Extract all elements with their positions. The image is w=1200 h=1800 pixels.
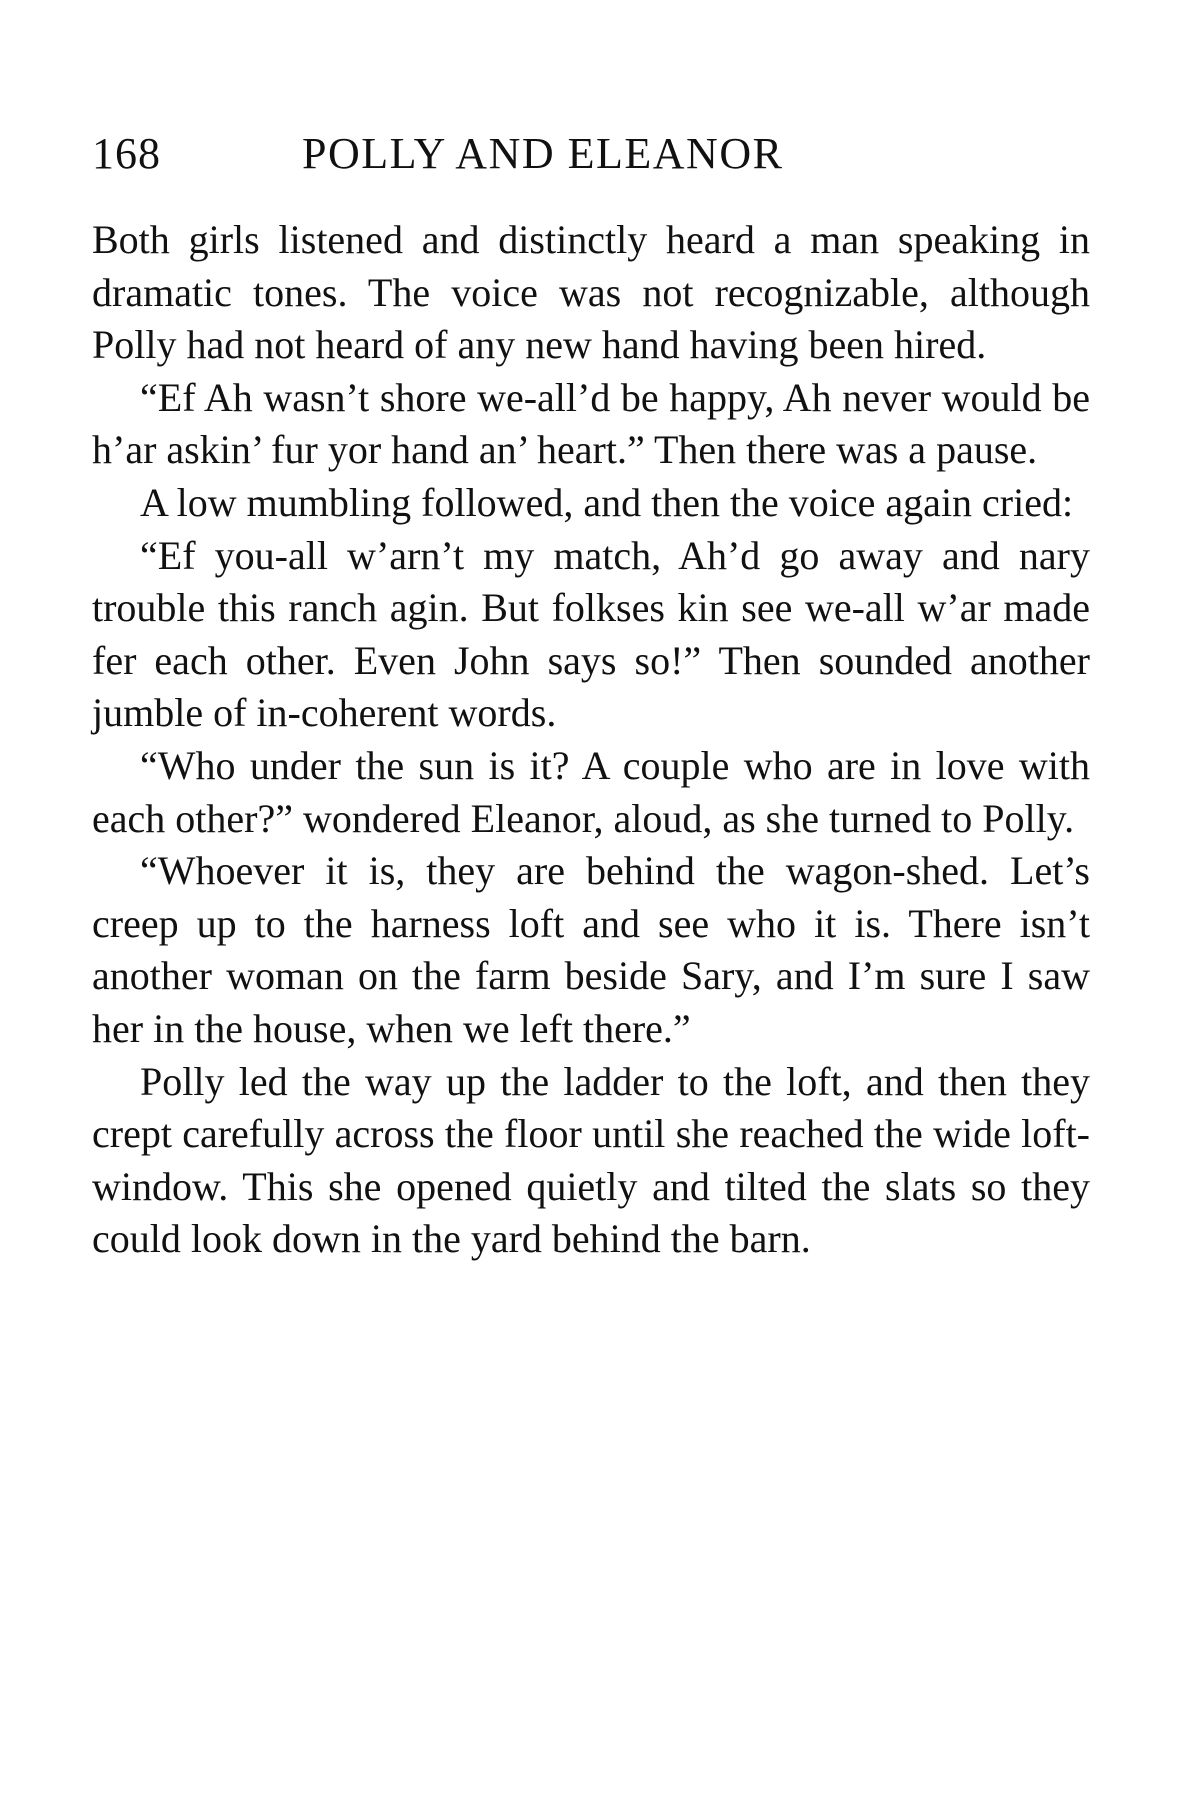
page-number: 168 (92, 129, 161, 178)
book-title: POLLY AND ELEANOR (302, 129, 784, 178)
body-text (92, 214, 1090, 1266)
paragraph: “Who under the sun is it? A couple who are in love with each other?” wondered Eleanor, aloud, as she turned to Polly. (92, 742, 1090, 841)
paragraph: Polly led the way up the ladder to the loft, and then they crept carefully across the floor until she reached the wide loft-window. This she opened quietly and tilted the slats so they could look down in the yard behind the barn. (92, 1058, 1090, 1262)
running-head (92, 124, 1090, 184)
paragraph: “Whoever it is, they are behind the wagon-shed. Let’s creep up to the harness loft and see who it is. There isn’t another woman on the farm beside Sary, and I’m sure I saw her in the house, when we left there.” (92, 848, 1090, 1051)
paragraph: Both girls listened and distinctly heard a man speaking in dramatic tones. The voice was not recognizable, although Polly had not heard of any new hand having been hired. (92, 217, 1090, 368)
paragraph: “Ef Ah wasn’t shore we-all’d be happy, Ah never would be h’ar askin’ fur yor hand an’ heart.” Then there was a pause. (92, 374, 1090, 473)
paragraph: “Ef you-all w’arn’t my match, Ah’d go away and nary trouble this ranch agin. But folkses kin see we-all w’ar made fer each other. Even John says so!” Then sounded another jumble of in-coherent words. (92, 532, 1090, 736)
paragraph: A low mumbling followed, and then the voice again cried: (140, 479, 1074, 525)
